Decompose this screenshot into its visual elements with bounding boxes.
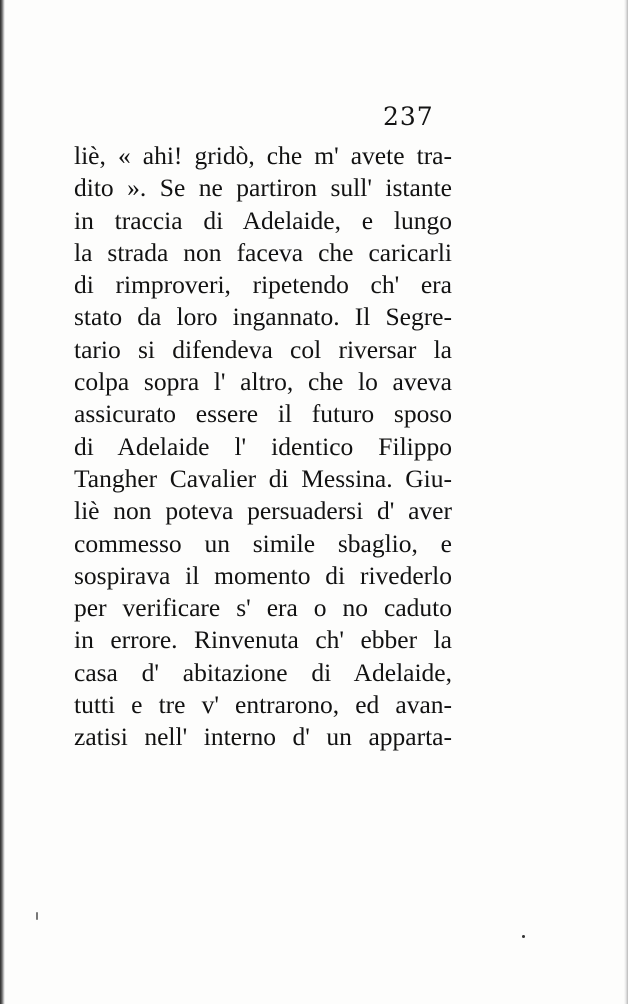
text-line: liè, « ahi! gridò, che m' avete tra- — [74, 141, 452, 170]
text-line: zatisi nell' interno d' un apparta- — [74, 722, 452, 752]
text-line: stato da loro ingannato. Il Segre- — [74, 302, 452, 332]
text-line: tario si difendeva col riversar la — [74, 334, 452, 364]
text-line: di rimproveri, ripetendo ch' era — [74, 270, 452, 300]
text-line: Tangher Cavalier di Messina. Giu- — [74, 463, 452, 493]
text-line: per verificare s' era o no caduto — [74, 593, 452, 623]
text-line: tutti e tre v' entrarono, ed avan- — [74, 690, 452, 720]
paper-speck — [522, 935, 525, 938]
text-line: liè non poteva persuadersi d' aver — [74, 496, 452, 526]
page-left-edge — [0, 0, 5, 1004]
text-line: commesso un simile sbaglio, e — [74, 528, 452, 558]
page-right-edge — [624, 0, 628, 1004]
text-line: assicurato essere il futuro sposo — [74, 399, 452, 429]
text-line: di Adelaide l' identico Filippo — [74, 431, 452, 461]
page-number: 237 — [383, 102, 434, 131]
text-line: colpa sopra l' altro, che lo aveva — [74, 367, 452, 397]
text-line: sospirava il momento di rivederlo — [74, 560, 452, 590]
text-line: dito ». Se ne partiron sull' istante — [74, 173, 452, 203]
text-line: in errore. Rinvenuta ch' ebber la — [74, 625, 452, 655]
text-line: la strada non faceva che caricarli — [74, 237, 452, 267]
body-text — [74, 140, 452, 754]
text-line: casa d' abitazione di Adelaide, — [74, 657, 452, 687]
text-line: in traccia di Adelaide, e lungo — [74, 205, 452, 235]
paper-speck — [36, 912, 38, 920]
